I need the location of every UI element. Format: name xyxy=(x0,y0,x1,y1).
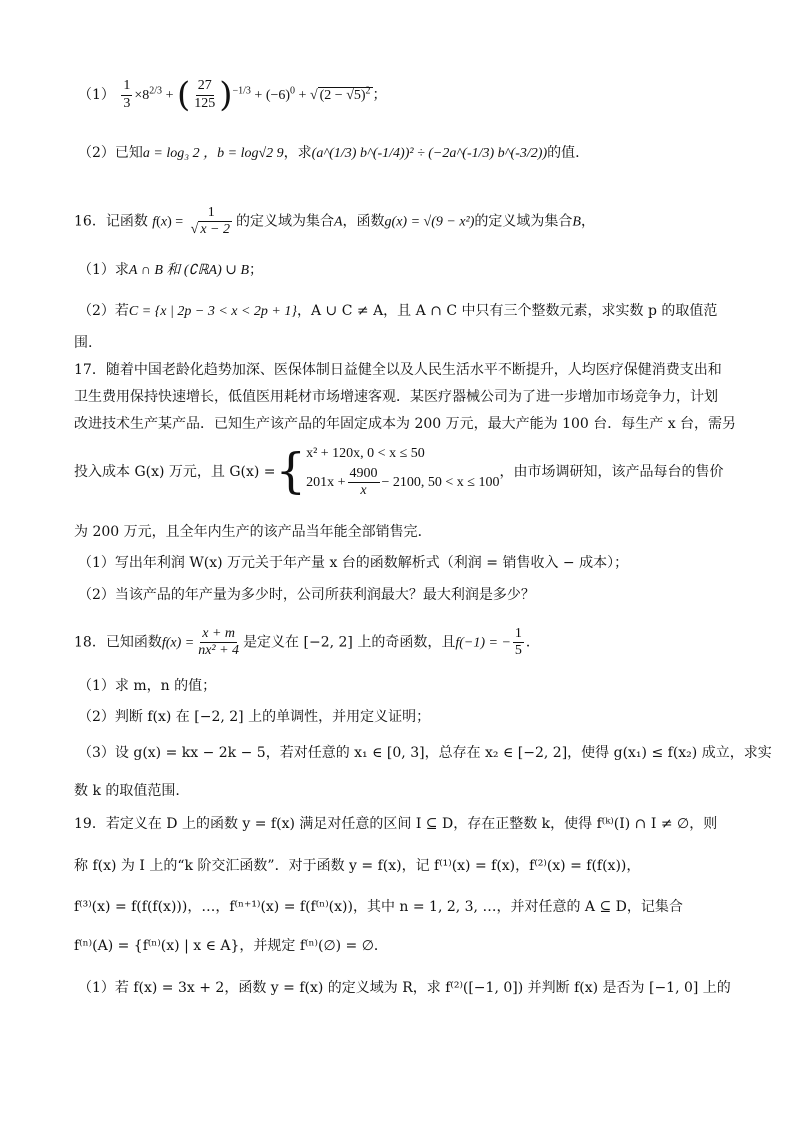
q19-line3: f⁽³⁾(x) = f(f(f(x)))，…，f⁽ⁿ⁺¹⁾(x) = f(f⁽ⁿ⁾(x))，其中 n = 1, 2, 3, …，并对任意的 A ⊆ D，记集合 xyxy=(74,899,683,915)
q18-f-num: x + m xyxy=(200,626,237,643)
q15-part2-expr: (a^(1/3) b^(-1/4))² ÷ (−2a^(-1/3) b^(-3/2)) xyxy=(311,146,548,161)
q15-part1-end: ； xyxy=(372,87,387,103)
q17-case2-b: − 2100, 50 < x ≤ 100 xyxy=(381,474,500,490)
q15-part1: （1） $\frac{1}{3}$ $\times 8^{2/3}$ + ( $\frac{27}{125}$ )$^{-1/3} + (-6)^0$ + √ $(2 - √5)^2$ ； xyxy=(78,75,387,115)
piecewise-brace: { xyxy=(275,443,307,499)
q18-cond-den: 5 xyxy=(514,643,522,659)
q16-part2 xyxy=(78,300,717,320)
q16-part2-cont: 围. xyxy=(74,335,93,351)
q18-intro-1: 18．已知函数 xyxy=(74,634,162,651)
q17-part2: （2）当该产品的年产量为多少时，公司所获利润最大？最大利润是多少？ xyxy=(78,587,535,603)
q19-line4: f⁽ⁿ⁾(A) = {f⁽ⁿ⁾(x) | x ∈ A}，并规定 f⁽ⁿ⁾(∅) = ∅． xyxy=(74,938,388,954)
q18-cond-num: 1 xyxy=(513,626,524,643)
q15-part2-end: 的值. xyxy=(547,145,580,161)
q16-set-b: B xyxy=(572,214,581,230)
q16-part1-end: ； xyxy=(249,262,264,278)
q18-part1: （1）求 m，n 的值； xyxy=(78,678,217,694)
q16-intro-4: 的定义域为集合 xyxy=(474,213,573,230)
q18-stem xyxy=(74,626,540,659)
q18-end: ． xyxy=(525,634,540,651)
q18-f-fraction xyxy=(196,626,241,659)
q17-line4 xyxy=(74,443,723,499)
q17-case2-den: x xyxy=(360,482,367,498)
q18-part3: （3）设 g(x) = kx − 2k − 5，若对任意的 x₁ ∈ [0, 3]，总存在 x₂ ∈ [−2, 2]，使得 g(x₁) ≤ f(x₂) 成立，求实 xyxy=(78,745,772,761)
q17-line2: 卫生费用保持快速增长，低值医用耗材市场增速客观．某医疗器械公司为了进一步增加市场竞争力，计划 xyxy=(74,389,718,405)
fraction-27-125: $\frac{27}{125}$ xyxy=(194,78,216,111)
q16-intro-2: 的定义域为集合 xyxy=(235,213,334,230)
q18-f-den: nx² + 4 xyxy=(198,643,240,659)
q15-part1-label: （1） xyxy=(78,87,115,103)
q18-part3-cont: 数 k 的取值范围. xyxy=(74,783,180,799)
q16-intro-5: ， xyxy=(580,213,595,230)
q16-part1 xyxy=(78,259,263,279)
q17-line1: 17．随着中国老龄化趋势加深、医保体制日益健全以及人民生活水平不断提升，人均医疗保健消费支出和 xyxy=(74,362,722,378)
q18-cond-fraction xyxy=(513,626,524,659)
q19-part1: （1）若 f(x) = 3x + 2，函数 y = f(x) 的定义域为 R，求 f⁽²⁾([−1, 0]) 并判断 f(x) 是否为 [−1, 0] 上的 xyxy=(78,980,731,996)
q18-intro-2: 是定义在 [−2, 2] 上的奇函数，且 xyxy=(243,634,456,651)
q17-case2-fraction xyxy=(348,466,380,499)
q18-cond-lhs: f(−1) = − xyxy=(455,635,511,651)
q16-g-def: g(x) = √(9 − x²) xyxy=(384,214,475,230)
q16-part2-mid: ，A ∪ C ≠ A，且 A ∩ C 中只有三个整数元素，求实数 p 的取值范 xyxy=(296,303,718,319)
q15-part2-cond: a = log₃ 2 ，b = log√2 9 xyxy=(142,146,284,161)
q16-part2-label: （2）若 xyxy=(78,303,129,319)
q15-part2-ask: ，求 xyxy=(283,145,312,161)
fraction-one-third: $\frac{1}{3}$ xyxy=(123,78,131,111)
q17-case2-num: 4900 xyxy=(348,466,380,483)
q16-part1-expr: A ∩ B 和 (∁ℝA) ∪ B xyxy=(128,263,250,278)
q16-part1-label: （1）求 xyxy=(78,262,129,278)
q17-part1: （1）写出年利润 W(x) 万元关于年产量 x 台的函数解析式（利润 = 销售收入 − 成本）； xyxy=(78,555,629,571)
q16-set-a: A xyxy=(333,214,343,230)
q17-case2-a: 201x + xyxy=(306,474,346,490)
q16-part2-expr: C = {x | 2p − 3 < x < 2p + 1} xyxy=(128,304,297,319)
q17-line4-b: ，由市场调研知，该产品每台的售价 xyxy=(499,464,724,480)
q17-line5: 为 200 万元，且全年内生产的该产品当年能全部销售完． xyxy=(74,524,432,540)
q15-part2 xyxy=(78,142,580,162)
q19-line1: 19．若定义在 D 上的函数 y = f(x) 满足对任意的区间 I ⊆ D，存在正整数 k，使得 f⁽ᵏ⁾(I) ∩ I ≠ ∅，则 xyxy=(74,816,718,832)
q16-intro-1: 16．记函数 xyxy=(74,213,148,230)
q18-part2: （2）判断 f(x) 在 [−2, 2] 上的单调性，并用定义证明； xyxy=(78,709,431,725)
q17-line3: 改进技术生产某产品．已知生产该产品的年固定成本为 200 万元，最大产能为 100 台．每生产 x 台，需另 xyxy=(74,416,737,432)
q17-line4-a: 投入成本 G(x) 万元，且 G(x) = xyxy=(74,464,276,480)
q16-intro-3: ，函数 xyxy=(342,213,385,230)
q19-line2: 称 f(x) 为 I 上的“k 阶交汇函数”．对于函数 y = f(x)，记 f⁽¹⁾(x) = f(x)，f⁽²⁾(x) = f(f(x))， xyxy=(74,858,641,874)
q15-part2-label: （2）已知 xyxy=(78,145,143,161)
q16-stem: 16．记函数 f(x) = $\frac{1}{√ x - 2}$ 的定义域为集合A，函数g(x) = √(9 − x²)的定义域为集合B， xyxy=(74,205,595,238)
q18-f-lhs: f(x) = xyxy=(161,635,195,651)
q16-f-fraction: $\frac{1}{√ x - 2}$ xyxy=(190,205,230,238)
q17-case1: x² + 120x, 0 < x ≤ 50 xyxy=(306,446,425,462)
q17-piecewise xyxy=(306,443,499,499)
